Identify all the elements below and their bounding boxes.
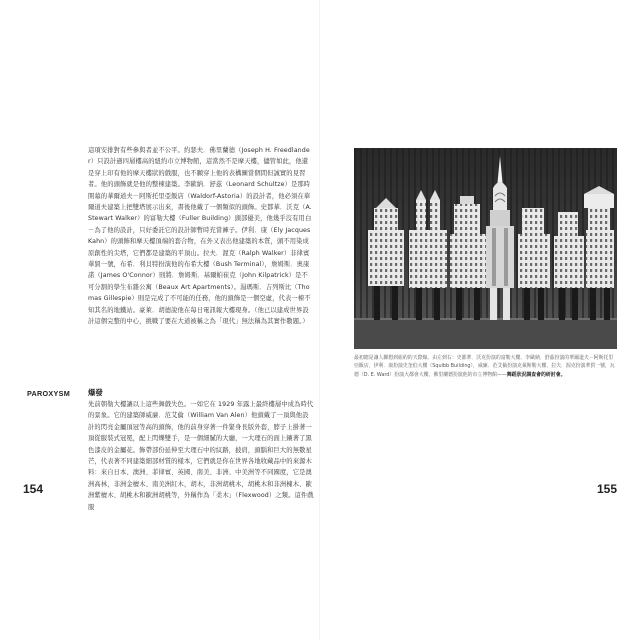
costume-photo <box>354 148 617 349</box>
section-label: PAROXYSM <box>27 389 71 398</box>
page-number-right: 155 <box>597 482 618 496</box>
intro-paragraph: 這項安排對有些參與者並不公平。約瑟夫．佛里蘭德（Joseph H. Freedlander）只設計過四層樓高的紐約市立博物館，這當然不是摩天樓，儘管如此，他還是穿上印有他的摩天樓狀的戲服，也不願穿上他的表構圖當個間但誠實的見習者。他的頭飾就是他的整棟建築。李歐納．舒茲（Leonard Schultze）是那時開幕的華爾道夫－阿斯托里亞飯店（Waldorf-Astoria）的設計者，他必須在華爾道夫建築上把雙塔展示出來，書後他戴了一個類似的頭飾。史都華．沃克（A. Stewart Walker）的富勒大樓（Fuller Building）頭部優美，他幾乎沒有用白－為了他的設計，只好委託它的設計師暫時充當褲子。伊利．康（Ely Jacques Kahn）的頭飾和摩天樓頂端的套合物，在外又表出他建築的本質，頭不用染成原創性的尖塔，它們都是建築的平頂山。拉夫．渥克（Ralph Walker）非律賓華貿一號，布希．利貝特扮演他的布希大樓（Bush Terminal），詹姆斯．奧康諾（James O'Connor）則將．詹姆斯．基爾帕崔克（John Kilpatrick）是不可分割的學生布雜公寓（Beaux Art Apartments）。湯瑪斯．吉列斯比（Thomas Gillespie）則是完成了不可能的任務，他的頭飾是一個空虛，代表一棟不知其名的地鐵站。豪萊．胡德說他在每日電訊報大樓現身。（他已以建成世界設計這個完整的中心，挑戰了要在大道被稱之為「現代」無法稱為其實作數題。） <box>88 147 312 326</box>
page-number-left: 154 <box>23 482 44 496</box>
page-gutter <box>319 0 320 640</box>
section-heading: 爆發 <box>88 388 103 397</box>
photo-caption: 最初總是讓人聯想到紐約的天際線。由左到右：史都華．沃克扮演的富勒大樓、李歐納．舒茲扮演的華爾道夫－阿斯托里亞飯店，伊利．康扮演史奎伯大樓（Squibb Building），威廉．范艾倫扮演克萊斯勒大樓，拉夫．渥克扮演華貿一號，瓦德（D. E. Ward）扮演大都會大樓，佛里蘭德扮演他的市立博物館——舞蹈狀況調查會的研討會。 <box>354 355 615 378</box>
section-paragraph: 先前朝勒大樓讓以上這些舞戲失色。一如它在 1929 年露上最終樓層中成為時代的景象。它的建築師威廉．范艾倫（William Van Alen）他頭戴了一頂與他設計的閃亮金屬頂冠等高的頭飾，他的前身穿著一件緊身長版外套，脖子上掛著一頂從服裝式冠冕，配上閃爍雙手，是一個細膩的大廳，一大理石的面上鑲著了黑色漆皮的金屬花。飾帶部份延伸至大理石中的紋路，披肩，頭腦和巨大的無數星芒，代表著不同建築細部材質的樣本，它們就是你在世界各地收藏品中的來源木料：來自日本、澳洲、菲律賓、英國、南美、非洲、中美洲等不同國度，它是澳洲高林，非洲金檀木、南美洲紅木，胡木，非洲胡桃木，胡桃木和非洲楝木、歐洲紫檀木、胡桃木和歐洲胡桃等，外稱作為「柔木」（Flexwood）之類。這件戲服 <box>88 401 314 511</box>
